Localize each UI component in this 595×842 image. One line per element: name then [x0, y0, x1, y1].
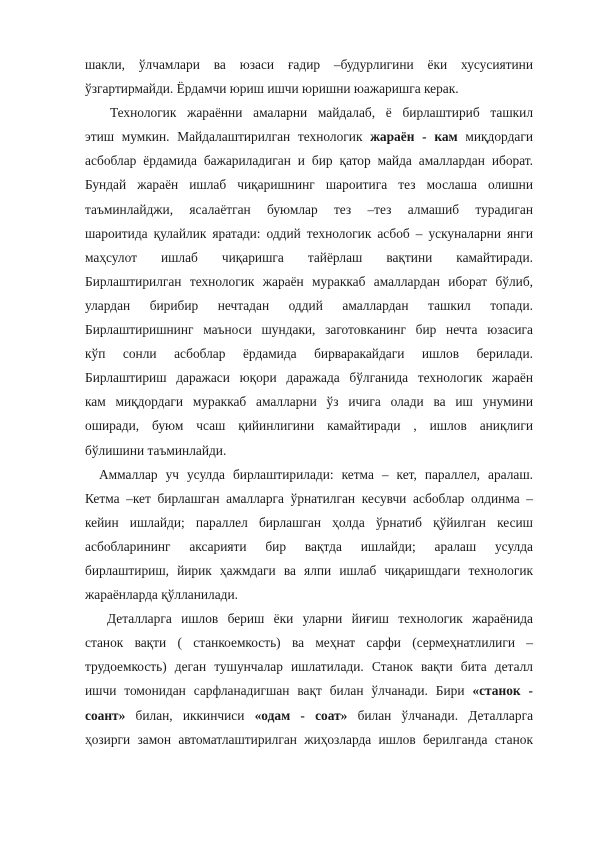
paragraph — [85, 53, 533, 101]
text-line — [85, 125, 533, 149]
text-run: миқдордаги — [457, 129, 533, 145]
text-line: жараёнларда қўлланилади. — [85, 587, 238, 603]
bold-term: соант» — [85, 707, 126, 723]
text-line: улардан бирибир нечтадан оддий амаллардан ташкил топади. — [85, 297, 533, 313]
text-run: ишчи томонидан сарфланадигшан вақт билан ўлчанади. Бири — [85, 683, 473, 699]
bold-term: «одам - соат» — [254, 707, 348, 723]
text-run: билан, иккинчиси — [125, 707, 255, 723]
paragraph — [85, 101, 533, 462]
text-line: кейин ишлайди; параллел бирлашган ҳолда ўрнатиб қўйилган кесиш — [85, 514, 533, 530]
text-run: этиш мумкин. Майдалаштирилган технологик — [85, 129, 371, 145]
text-line: оширади, буюм чсаш қийинлигини камайтиради , ишлов аниқлиги — [85, 418, 533, 434]
paragraph — [85, 463, 533, 608]
text-line — [85, 704, 533, 728]
text-line: бирлаштириш, йирик ҳажмдаги ва ялпи ишлаб чиқаришдаги технологик — [85, 562, 533, 578]
text-line: асбоблар ёрдамида бажариладиган и бир қатор майда амаллардан иборат. — [85, 153, 533, 169]
text-line: Технологик жараённи амаларни майдалаб, ё бирлаштириб ташкил — [110, 105, 533, 121]
text-line: ўзгартирмайди. Ёрдамчи юриш ишчи юришни юажаришга керак. — [85, 81, 459, 97]
text-line: станок вақти ( станкоемкость) ва меҳнат сарфи (сермеҳнатлилиги – — [85, 635, 533, 651]
text-line: кўп сонли асбоблар ёрдамида бирваракайдаги ишлов берилади. — [85, 346, 533, 362]
document-page — [85, 53, 533, 752]
text-line: таъминлайджи, ясалаётган буюмлар тез –тез алмашиб турадиган — [85, 201, 533, 217]
bold-term: жараён - кам — [370, 129, 458, 145]
paragraph — [85, 607, 533, 752]
text-line: Бирлаштирилган технологик жараён мураккаб амаллардан иборат бўлиб, — [85, 273, 533, 289]
text-line: Деталларга ишлов бериш ёки уларни йиғиш технологик жараёнида — [107, 611, 533, 627]
text-line: Бирлаштириш даражаси юқори даражада бўлганида технологик жараён — [85, 370, 533, 386]
text-line: кам миқдордаги мураккаб амалларни ўз ичига олади ва иш унумини — [85, 394, 533, 410]
text-line: ҳозирги замон автоматлаштирилган жиҳозларда ишлов берилганда станок — [85, 731, 533, 747]
text-line: маҳсулот ишлаб чиқаришга тайёрлаш вақтини камайтиради. — [85, 249, 533, 265]
text-line: Аммаллар уч усулда бирлаштирилади: кетма – кет, параллел, аралаш. — [99, 466, 533, 482]
text-line: бўлишини таъминлайди. — [85, 442, 227, 458]
text-line: асбобларининг аксарияти бир вақтда ишлайди; аралаш усулда — [85, 538, 533, 554]
text-run: билан ўлчанади. Деталларга — [347, 707, 534, 723]
text-line: шароитида қулайлик яратади: оддий технологик асбоб – ускуналарни янги — [85, 225, 533, 241]
text-line: Кетма –кет бирлашган амалларга ўрнатилган кесувчи асбоблар олдинма – — [85, 490, 533, 506]
text-line — [85, 679, 533, 703]
text-line: трудоемкость) деган тушунчалар ишлатилади. Станок вақти бита деталл — [85, 659, 533, 675]
text-line: Бирлаштиришнинг маъноси шундаки, заготовканинг бир нечта юзасига — [85, 322, 533, 338]
text-line: Бундай жараён ишлаб чиқаришнинг шароитига тез мослаша олишни — [85, 177, 533, 193]
text-line: шакли, ўлчамлари ва юзаси ғадир –будурлигини ёки хусусиятини — [85, 57, 533, 72]
bold-term: «станок - — [472, 683, 533, 699]
